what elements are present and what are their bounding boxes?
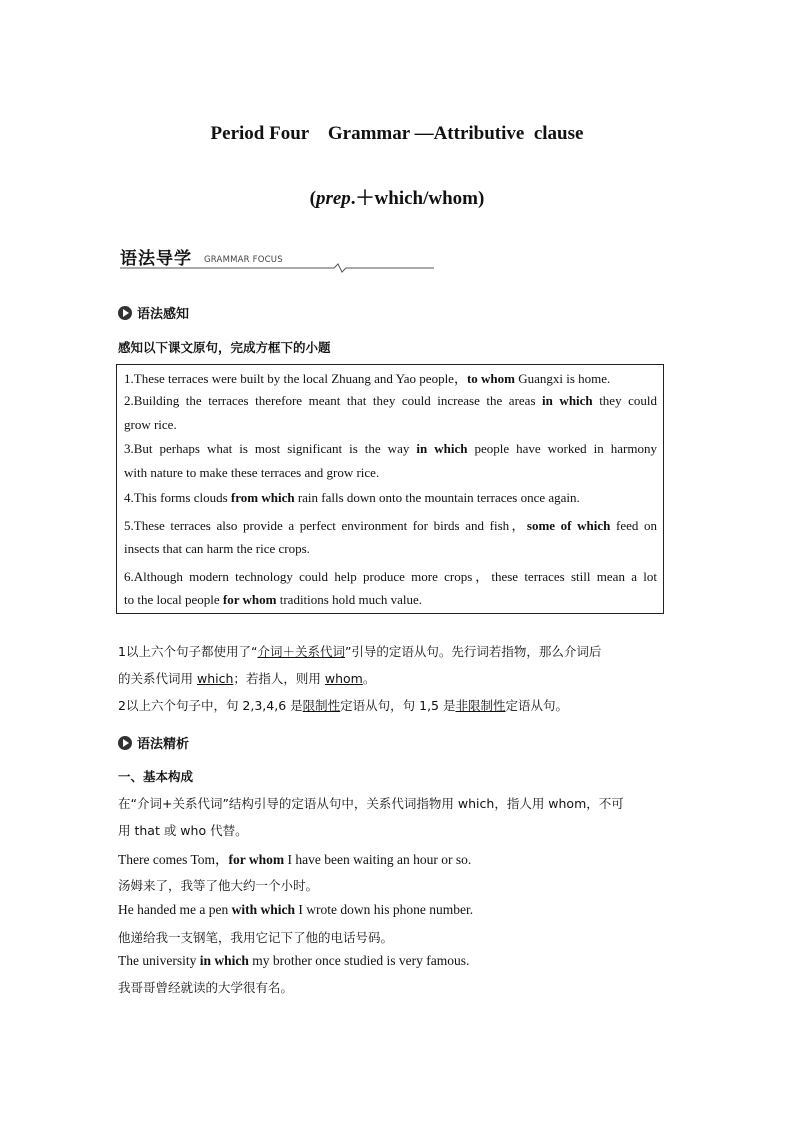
- q2-post: 定语从句。: [505, 698, 569, 713]
- page-title: Period Four Grammar —Attributive clause: [210, 123, 584, 144]
- sentence-6a: 6.Although modern technology could help produce more crops，these terraces still mean a lot: [124, 569, 657, 584]
- example-3-pre: The university: [118, 953, 200, 968]
- sentence-2-pre: 2.Building the terraces therefore meant that they could increase the areas: [124, 393, 543, 408]
- sentence-3-post: people have worked in harmony: [467, 441, 657, 456]
- example-sentences-box: [116, 364, 664, 614]
- q1b-answer-1: which: [196, 671, 234, 686]
- sentence-5-post: feed on: [610, 518, 658, 533]
- sentence-2-post: they could: [592, 393, 657, 408]
- section-analysis-heading: [118, 733, 189, 752]
- basic-structure-heading: 一、基本构成: [118, 769, 194, 784]
- sentence-4-keyword: from which: [230, 490, 295, 505]
- page-subtitle: [0, 183, 794, 210]
- q2-mid: 定语从句，句 1,5 是: [340, 698, 456, 713]
- sentence-5-keyword: some of which: [526, 518, 611, 533]
- q1b-mid: ；若指人，则用: [233, 671, 325, 686]
- question-1-line-1: [118, 642, 601, 660]
- sentence-5b: insects that can harm the rice crops.: [124, 541, 310, 556]
- example-2: [118, 902, 473, 918]
- example-1-post: I have been waiting an hour or so.: [284, 852, 472, 867]
- q1a-pre: 1以上六个句子都使用了“: [118, 644, 258, 659]
- example-1: [118, 848, 471, 868]
- section-analysis-label: 语法精析: [137, 737, 190, 752]
- section-perception-label: 语法感知: [137, 307, 190, 322]
- sentence-3-keyword: in which: [416, 441, 468, 456]
- play-circle-icon: [118, 306, 132, 320]
- analysis-paragraph-line-2: 用 that 或 who 代替。: [118, 823, 248, 838]
- sentence-1-post: Guangxi is home.: [514, 371, 611, 386]
- sentence-4-post: rain falls down onto the mountain terraces once again.: [294, 490, 580, 505]
- q2-answer-1: 限制性: [302, 698, 341, 713]
- example-2-post: I wrote down his phone number.: [294, 902, 474, 917]
- subtitle-open: (: [309, 188, 316, 209]
- sentence-1-keyword: to whom: [466, 371, 515, 386]
- instruction-text: 感知以下课文原句，完成方框下的小题: [118, 340, 331, 355]
- q1a-answer: 介词＋关系代词: [257, 644, 345, 659]
- sentence-1: [124, 368, 610, 387]
- sentence-3-pre: 3.But perhaps what is most significant is the way: [124, 441, 417, 456]
- q1a-post: ”引导的定语从句。先行词若指物，那么介词后: [344, 644, 602, 659]
- example-2-keyword: with which: [231, 902, 295, 917]
- sentence-5a: [124, 515, 657, 534]
- section-perception-heading: [118, 303, 189, 322]
- example-1-translation: 汤姆来了，我等了他大约一个小时。: [118, 878, 319, 893]
- sentence-1-pre: 1.These terraces were built by the local Zhuang and Yao people，: [124, 371, 467, 386]
- sentence-4-pre: 4.This forms clouds: [124, 490, 231, 505]
- banner-title-en: GRAMMAR FOCUS: [204, 255, 283, 265]
- banner-title-cn: 语法导学: [120, 249, 192, 269]
- example-3-translation: 我哥哥曾经就读的大学很有名。: [118, 980, 294, 995]
- example-2-pre: He handed me a pen: [118, 902, 232, 917]
- q1b-pre: 的关系代词用: [118, 671, 197, 686]
- sentence-3b: with nature to make these terraces and grow rice.: [124, 465, 380, 480]
- grammar-focus-banner: [118, 242, 436, 276]
- subtitle-rest: .＋which/whom): [350, 188, 485, 209]
- analysis-paragraph-line-1: 在“介词+关系代词”结构引导的定语从句中，关系代词指物用 which，指人用 whom，不可: [118, 796, 624, 811]
- q2-pre: 2以上六个句子中，句 2,3,4,6 是: [118, 698, 303, 713]
- q1b-post: 。: [362, 671, 376, 686]
- example-1-keyword: for whom: [228, 852, 285, 867]
- q2-answer-2: 非限制性: [455, 698, 506, 713]
- example-3-post: my brother once studied is very famous.: [248, 953, 470, 968]
- sentence-2a: [124, 393, 657, 409]
- sentence-6-pre: to the local people: [124, 592, 223, 607]
- question-2: [118, 696, 568, 714]
- play-circle-icon: [118, 736, 132, 750]
- sentence-3a: [124, 441, 657, 457]
- sentence-5-pre: 5.These terraces also provide a perfect environment for birds and fish，: [124, 518, 527, 533]
- sentence-6b: [124, 592, 422, 608]
- sentence-2-keyword: in which: [542, 393, 593, 408]
- sentence-4: [124, 490, 580, 506]
- sentence-6-post: traditions hold much value.: [276, 592, 422, 607]
- question-1-line-2: [118, 669, 375, 687]
- example-3: [118, 953, 469, 969]
- example-1-pre: There comes Tom，: [118, 852, 229, 867]
- example-2-translation: 他递给我一支钢笔，我用它记下了他的电话号码。: [118, 930, 394, 945]
- q1b-answer-2: whom: [324, 671, 363, 686]
- example-3-keyword: in which: [199, 953, 249, 968]
- sentence-2b: grow rice.: [124, 417, 177, 432]
- sentence-6-keyword: for whom: [222, 592, 277, 607]
- subtitle-prep: prep: [315, 188, 351, 209]
